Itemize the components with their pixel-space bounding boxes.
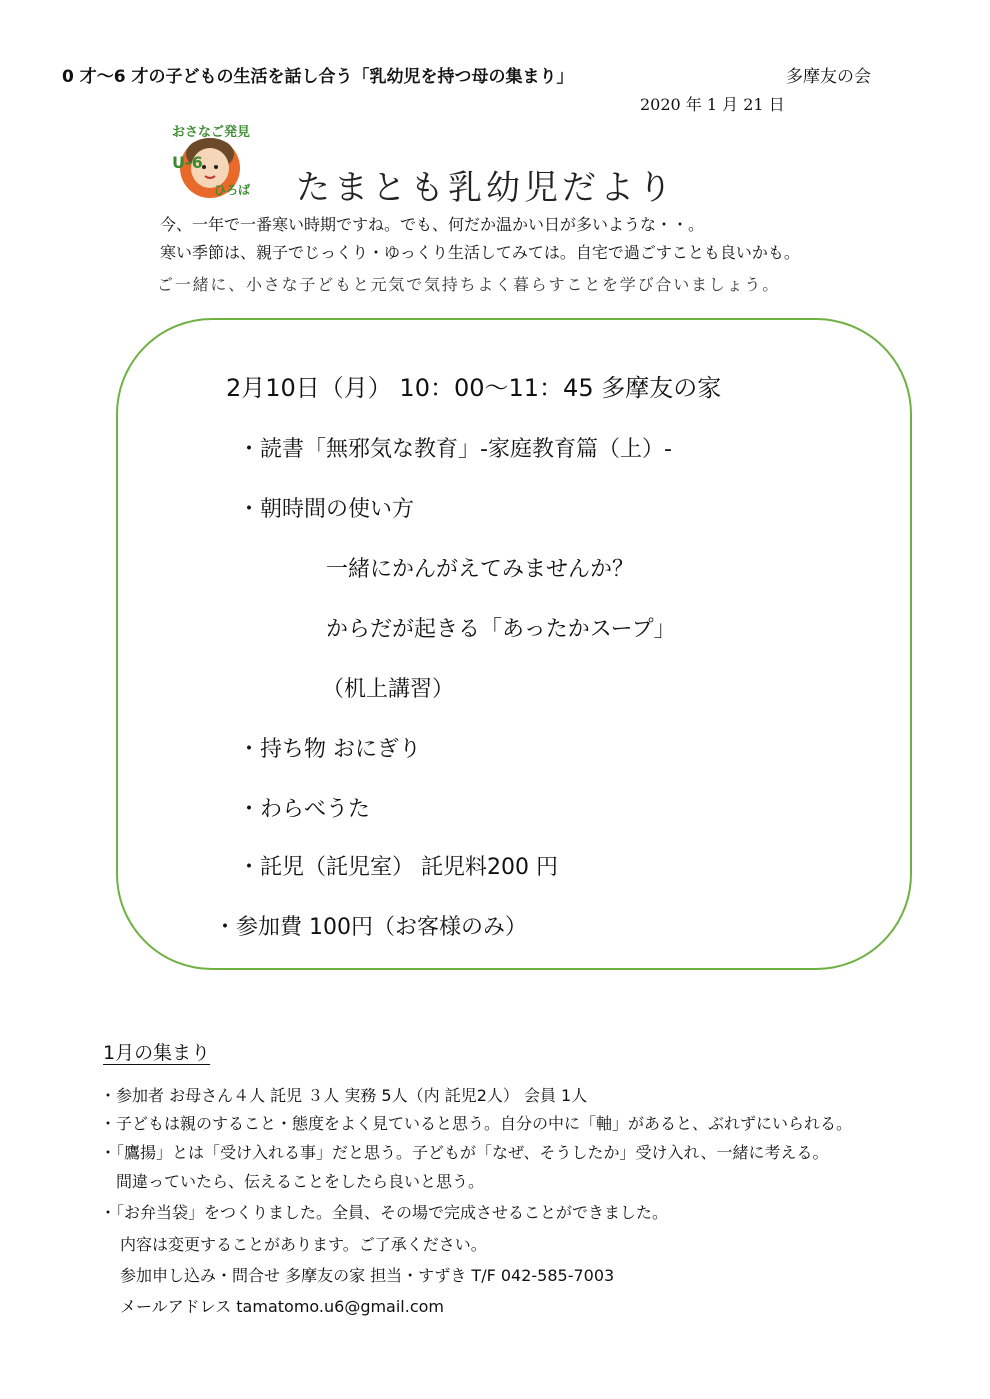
header-title: 0 才～6 才の子どもの生活を話し合う「乳幼児を持つ母の集まり」 <box>62 67 574 87</box>
header-organization: 多摩友の会 <box>786 67 871 87</box>
event-date-line: 2月10日（月） 10：00～11：45 多摩友の家 <box>226 374 722 402</box>
event-item-fee: ・参加費 100円（お客様のみ） <box>214 915 527 940</box>
event-item-childcare: ・託児（託児室） 託児料200 円 <box>238 855 558 880</box>
logo-text-top: おさなご発見 <box>172 125 251 140</box>
header-date: 2020 年 1 月 21 日 <box>640 95 785 114</box>
report-line: ・子どもは親のすること・態度をよく見ていると思う。自分の中に「軸」があると、ぶれずにいられる。 <box>100 1114 853 1133</box>
event-item-reading: ・読書「無邪気な教育」-家庭教育篇（上）- <box>238 437 672 462</box>
intro-line-1: 今、一年で一番寒い時期ですね。でも、何だか温かい日が多いような・・。 <box>160 215 705 234</box>
report-line: 間違っていたら、伝えることをしたら良いと思う。 <box>116 1172 485 1191</box>
event-item-lecture: （机上講習） <box>322 677 455 702</box>
intro-line-3: ご一緒に、小さな子どもと元気で気持ちよく暮らすことを学び合いましょう。 <box>157 275 781 294</box>
event-item-warabeuta: ・わらべうた <box>238 797 371 822</box>
logo-text-mid: U-6 <box>172 153 203 172</box>
report-line: ・参加者 お母さん４人 託児 ３人 実務 5人（内 託児2人） 会員 1人 <box>100 1086 588 1105</box>
event-item-think: 一緒にかんがえてみませんか？ <box>326 557 635 582</box>
report-line: ・「鷹揚」とは「受け入れる事」だと思う。子どもが「なぜ、そうしたか」受け入れ、一緒に考える。 <box>100 1143 829 1162</box>
event-item-morning: ・朝時間の使い方 <box>238 497 415 522</box>
newsletter-title: たまとも乳幼児だより <box>296 168 676 208</box>
footer-contact: 参加申し込み・問合せ 多摩友の家 担当・すずき T/F 042-585-7003 <box>120 1266 615 1285</box>
event-item-soup: からだが起きる「あったかスープ」 <box>326 617 676 642</box>
u6-hiroba-logo <box>170 122 254 202</box>
logo-text-bottom: ひろば <box>214 183 251 197</box>
event-item-bring: ・持ち物 おにぎり <box>238 737 421 762</box>
footer-email: メールアドレス tamatomo.u6@gmail.com <box>120 1297 445 1316</box>
footer-notice: 内容は変更することがあります。ご了承ください。 <box>120 1235 487 1254</box>
report-title: 1月の集まり <box>103 1042 211 1064</box>
report-line: ・「お弁当袋」をつくりました。全員、その場で完成させることができました。 <box>100 1203 669 1222</box>
intro-line-2: 寒い季節は、親子でじっくり・ゆっくり生活してみては。自宅で過ごすことも良いかも。 <box>160 243 800 262</box>
